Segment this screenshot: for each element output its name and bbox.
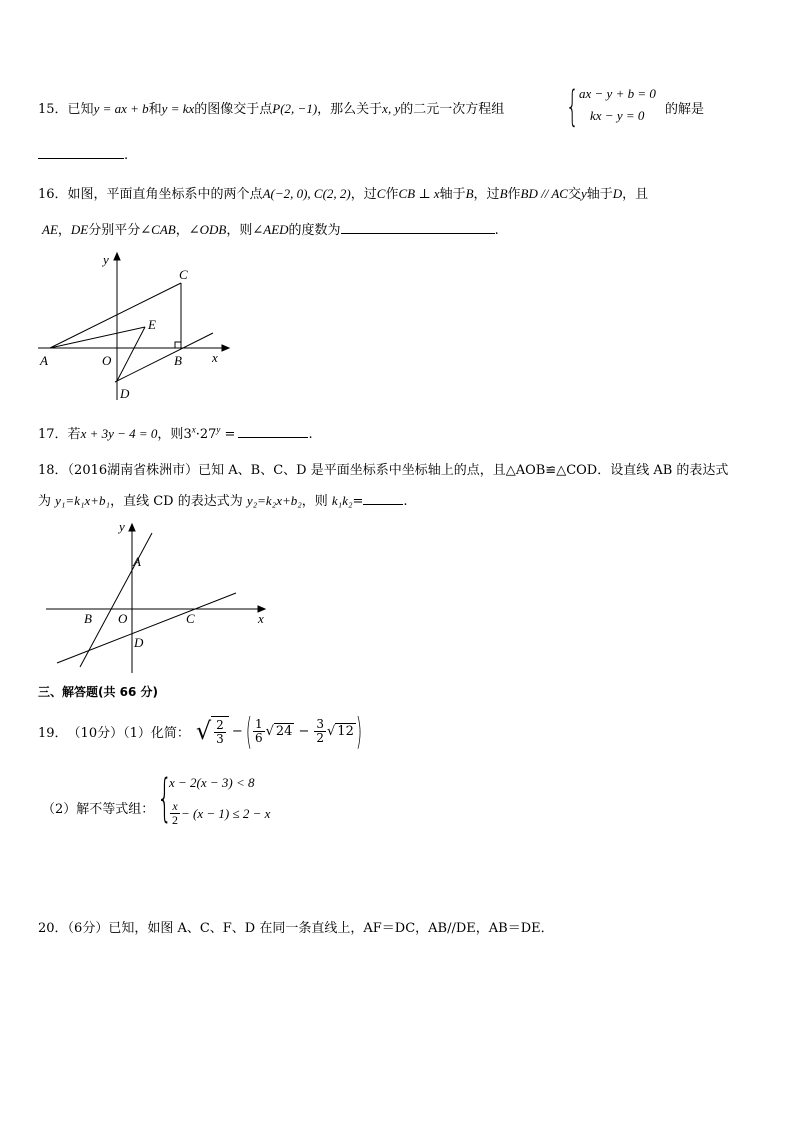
label-y: y <box>103 252 109 267</box>
line-cd <box>57 593 236 663</box>
inequality-system: { x − 2(x − 3) < 8 $\frac{x}{2}$ − (x − 1) ≤ 2 − x <box>157 768 271 828</box>
question-number: 16． <box>38 187 68 202</box>
answer-blank[interactable] <box>363 492 403 505</box>
label-a: A <box>40 353 48 368</box>
question-19-part1: 19． （10分）（1）化简： √ $\frac{2}{3}$ − ( $\frac{1}{6}$ √ 24 − $\frac{3}{2}$ √ 12 ) <box>38 709 363 753</box>
question-18-line1: 18．（2016湖南省株洲市）已知 A、B、C、D 是平面坐标系中坐标轴上的点，且△AOB≌△COD．设直线 AB 的表达式 <box>38 463 729 478</box>
question-20: 20．（6分）已知，如图 A、C、F、D 在同一条直线上，AF＝DC，AB//DE，AB＝DE． <box>38 921 554 936</box>
question-number: 15． <box>38 102 68 117</box>
label-y: y <box>119 519 125 534</box>
label-d: D <box>134 635 144 650</box>
question-16-line2: AE，DE分别平分∠CAB，∠ODB，则∠AED的度数为 . <box>42 222 499 238</box>
question-number: 17． <box>38 427 68 442</box>
question-number: 19． <box>38 725 68 741</box>
figure-16 <box>36 250 236 405</box>
answer-blank[interactable]: . <box>38 146 128 163</box>
y-axis-arrow <box>129 524 135 531</box>
label-c: C <box>186 611 195 626</box>
x-axis-arrow <box>222 345 229 351</box>
label-o: O <box>102 353 112 368</box>
y-axis-arrow <box>114 253 120 260</box>
sqrt-sign: √ <box>195 717 212 745</box>
answer-blank[interactable] <box>341 221 495 234</box>
question-17: 17．若x + 3y − 4 = 0，则$3^x\cdot 27^y$ = . <box>38 424 313 442</box>
question-15: 15．已知y = ax + b和y = kx的图像交于点P(2, −1)，那么关于x, y的二元一次方程组 <box>38 101 505 117</box>
segment-ae <box>50 327 145 348</box>
section-heading: 三、解答题(共 66 分) <box>38 685 159 699</box>
question-number: 20． <box>38 921 68 936</box>
question-19-part2: （2）解不等式组： <box>42 802 155 817</box>
figure-18 <box>40 515 275 675</box>
left-brace: { <box>157 768 173 828</box>
segment-ac <box>50 283 181 348</box>
label-b: B <box>174 353 182 368</box>
label-o: O <box>118 611 128 626</box>
label-x: x <box>258 611 264 626</box>
label-d: D <box>120 386 130 401</box>
right-angle-mark <box>175 342 181 348</box>
question-number: 18． <box>38 463 68 478</box>
label-b: B <box>84 611 92 626</box>
label-a: A <box>133 554 141 569</box>
label-e: E <box>148 317 156 332</box>
label-c: C <box>179 267 188 282</box>
left-brace: { <box>566 80 579 132</box>
label-x: x <box>212 350 218 365</box>
question-16-line1: 16．如图，平面直角坐标系中的两个点A(−2, 0), C(2, 2)，过C作CB ⊥ x轴于B，过B作BD // AC交y轴于D，且 <box>38 186 649 202</box>
answer-blank[interactable] <box>238 425 308 438</box>
question-18-line2: 为 y₁=k₁x+b₁，直线 CD 的表达式为 y₂=k₂x+b₂，则 k₁k₂= . <box>38 493 408 509</box>
segment-de <box>117 327 145 381</box>
